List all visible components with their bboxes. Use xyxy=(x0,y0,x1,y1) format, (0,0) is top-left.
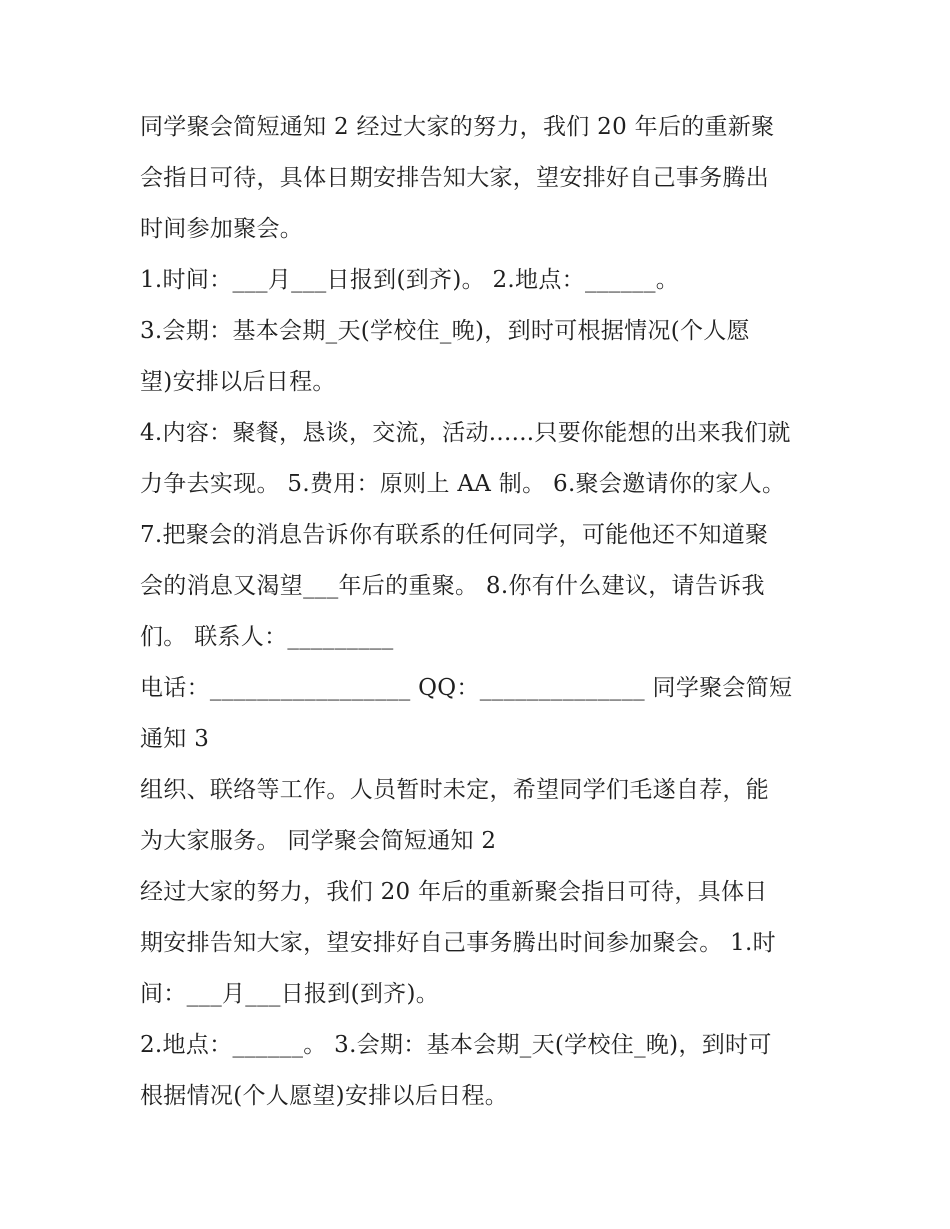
text-line: 会的消息又渴望___年后的重聚。 8.你有什么建议，请告诉我 xyxy=(140,573,765,599)
text-line: 电话：_________________ QQ：______________ 同学聚会简短 xyxy=(140,675,793,701)
text-line: 1.时间：___月___日报到(到齐)。 2.地点：______。 xyxy=(140,267,680,293)
text-line: 期安排告知大家，望安排好自己事务腾出时间参加聚会。 1.时 xyxy=(140,930,776,956)
text-line: 们。 联系人：_________ xyxy=(140,624,394,650)
text-line: 间：___月___日报到(到齐)。 xyxy=(140,981,440,1007)
text-line: 力争去实现。 5.费用：原则上 AA 制。 6.聚会邀请你的家人。 xyxy=(140,471,786,497)
text-line: 为大家服务。 同学聚会简短通知 2 xyxy=(140,828,497,854)
text-line: 4.内容：聚餐，恳谈，交流，活动......只要你能想的出来我们就 xyxy=(140,420,791,446)
text-line: 会指日可待，具体日期安排告知大家，望安排好自己事务腾出 xyxy=(140,165,770,191)
text-line: 望)安排以后日程。 xyxy=(140,369,336,395)
text-line: 组织、联络等工作。人员暂时未定，希望同学们毛遂自荐，能 xyxy=(140,777,770,803)
text-line: 2.地点：______。 3.会期：基本会期_天(学校住_晚)，到时可 xyxy=(140,1032,772,1058)
text-line: 时间参加聚会。 xyxy=(140,216,304,242)
text-line: 同学聚会简短通知 2 经过大家的努力，我们 20 年后的重新聚 xyxy=(140,114,775,140)
text-line: 3.会期：基本会期_天(学校住_晚)，到时可根据情况(个人愿 xyxy=(140,318,750,344)
text-line: 7.把聚会的消息告诉你有联系的任何同学，可能他还不知道聚 xyxy=(140,522,769,548)
text-line: 根据情况(个人愿望)安排以后日程。 xyxy=(140,1083,509,1109)
text-line: 通知 3 xyxy=(140,726,210,752)
text-line: 经过大家的努力，我们 20 年后的重新聚会指日可待，具体日 xyxy=(140,879,768,905)
